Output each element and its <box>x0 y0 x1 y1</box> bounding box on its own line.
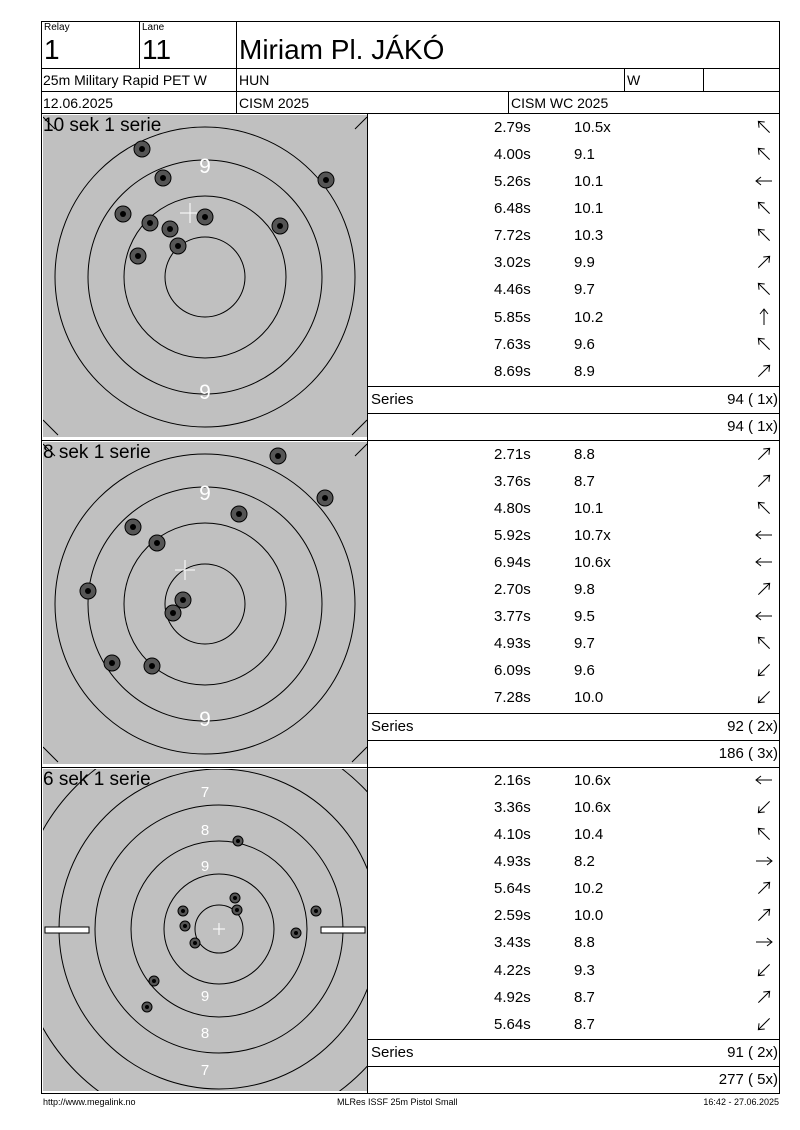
shot-score: 8.7 <box>574 1016 595 1033</box>
shot-time: 5.26s <box>494 173 531 190</box>
shot-row <box>369 195 779 222</box>
series-title: 10 sek 1 serie <box>43 115 162 136</box>
shot-time: 7.72s <box>494 227 531 244</box>
shot-score: 10.0 <box>574 907 604 924</box>
shot-row <box>369 902 779 929</box>
shot-row <box>369 875 779 902</box>
cumulative-total: 277 ( 5x) <box>718 1071 778 1088</box>
gender: W <box>627 72 641 88</box>
shot-row <box>369 767 779 794</box>
shot-hit <box>175 592 191 608</box>
shot-time: 3.02s <box>494 254 531 271</box>
direction-arrow-icon <box>753 445 775 463</box>
series-title: 8 sek 1 serie <box>43 442 151 463</box>
direction-arrow-icon <box>753 933 775 951</box>
shot-hit <box>272 218 288 234</box>
lane-value: 11 <box>142 34 172 65</box>
footer-timestamp: 16:42 - 27.06.2025 <box>703 1097 779 1107</box>
shot-score: 9.5 <box>574 608 595 625</box>
direction-arrow-icon <box>753 798 775 816</box>
shot-time: 6.94s <box>494 554 531 571</box>
direction-arrow-icon <box>753 172 775 190</box>
shot-score: 10.6x <box>574 554 611 571</box>
shot-row <box>369 630 779 657</box>
shot-time: 2.71s <box>494 446 531 463</box>
shot-time: 3.36s <box>494 799 531 816</box>
shot-hit <box>311 906 321 916</box>
direction-arrow-icon <box>753 634 775 652</box>
shot-time: 4.46s <box>494 281 531 298</box>
shot-hit <box>134 141 150 157</box>
event-name: 25m Military Rapid PET W <box>43 72 207 88</box>
shot-score: 9.8 <box>574 581 595 598</box>
shot-time: 2.59s <box>494 907 531 924</box>
shot-time: 4.22s <box>494 962 531 979</box>
shot-hit <box>232 905 242 915</box>
direction-arrow-icon <box>753 226 775 244</box>
shot-hit <box>231 506 247 522</box>
shot-row <box>369 249 779 276</box>
shot-score: 8.7 <box>574 989 595 1006</box>
shot-hit <box>317 490 333 506</box>
shot-hit <box>318 172 334 188</box>
direction-arrow-icon <box>753 879 775 897</box>
direction-arrow-icon <box>753 472 775 490</box>
series-total: 91 ( 2x) <box>727 1044 778 1061</box>
nation: HUN <box>239 72 270 88</box>
shot-score: 10.3 <box>574 227 604 244</box>
competition: CISM 2025 <box>239 95 310 111</box>
shot-score: 10.1 <box>574 500 604 517</box>
shot-time: 2.70s <box>494 581 531 598</box>
shot-time: 4.93s <box>494 853 531 870</box>
shot-hit <box>180 921 190 931</box>
shot-row <box>369 984 779 1011</box>
shot-score: 10.7x <box>574 527 611 544</box>
shot-time: 5.92s <box>494 527 531 544</box>
direction-arrow-icon <box>753 280 775 298</box>
direction-arrow-icon <box>753 771 775 789</box>
shot-hit <box>170 238 186 254</box>
ring-label: 8 <box>200 822 210 839</box>
series-total: 94 ( 1x) <box>727 391 778 408</box>
shot-time: 6.09s <box>494 662 531 679</box>
direction-arrow-icon <box>753 906 775 924</box>
shot-score: 9.9 <box>574 254 595 271</box>
shot-hit <box>142 215 158 231</box>
shot-hit <box>130 248 146 264</box>
shot-time: 6.48s <box>494 200 531 217</box>
shot-row <box>369 495 779 522</box>
championship: CISM WC 2025 <box>511 95 609 111</box>
shot-score: 9.7 <box>574 281 595 298</box>
series-label: Series <box>371 718 414 735</box>
target-image <box>43 442 367 764</box>
shot-hit <box>149 535 165 551</box>
relay-label: Relay <box>44 22 70 33</box>
ring-label: 9 <box>199 482 211 505</box>
shot-hit <box>155 170 171 186</box>
footer-url: http://www.megalink.no <box>43 1097 136 1107</box>
shot-row <box>369 1011 779 1038</box>
shot-hit <box>142 1002 152 1012</box>
shot-time: 5.64s <box>494 1016 531 1033</box>
shot-score: 10.6x <box>574 772 611 789</box>
shot-score: 10.5x <box>574 119 611 136</box>
shot-hit <box>233 836 243 846</box>
direction-arrow-icon <box>753 362 775 380</box>
shot-hit <box>115 206 131 222</box>
shot-hit <box>162 221 178 237</box>
direction-arrow-icon <box>753 661 775 679</box>
direction-arrow-icon <box>753 499 775 517</box>
shot-row <box>369 522 779 549</box>
shot-hit <box>270 448 286 464</box>
shot-time: 4.80s <box>494 500 531 517</box>
shot-row <box>369 929 779 956</box>
shot-time: 4.93s <box>494 635 531 652</box>
shot-hit <box>197 209 213 225</box>
shot-row <box>369 331 779 358</box>
series-title: 6 sek 1 serie <box>43 769 151 790</box>
shot-score: 10.4 <box>574 826 604 843</box>
shot-row <box>369 304 779 331</box>
shot-row <box>369 684 779 711</box>
shot-time: 8.69s <box>494 363 531 380</box>
ring-label: 9 <box>199 381 211 404</box>
athlete-name: Miriam Pl. JÁKÓ <box>239 34 445 65</box>
shot-score: 10.0 <box>574 689 604 706</box>
shot-hit <box>144 658 160 674</box>
shot-score: 8.8 <box>574 934 595 951</box>
shot-score: 10.2 <box>574 309 604 326</box>
shot-row <box>369 794 779 821</box>
shot-score: 9.7 <box>574 635 595 652</box>
shot-time: 7.28s <box>494 689 531 706</box>
shot-row <box>369 576 779 603</box>
shot-time: 3.76s <box>494 473 531 490</box>
shot-hit <box>104 655 120 671</box>
shot-score: 10.2 <box>574 880 604 897</box>
shot-row <box>369 957 779 984</box>
footer-software: MLRes ISSF 25m Pistol Small <box>337 1097 458 1107</box>
direction-arrow-icon <box>753 1015 775 1033</box>
direction-arrow-icon <box>753 580 775 598</box>
direction-arrow-icon <box>753 852 775 870</box>
shot-time: 2.16s <box>494 772 531 789</box>
shot-row <box>369 657 779 684</box>
ring-label: 7 <box>200 1062 210 1079</box>
shot-time: 4.92s <box>494 989 531 1006</box>
shot-row <box>369 441 779 468</box>
shot-hit <box>80 583 96 599</box>
direction-arrow-icon <box>753 308 775 326</box>
series-total: 92 ( 2x) <box>727 718 778 735</box>
direction-arrow-icon <box>753 553 775 571</box>
shot-score: 8.8 <box>574 446 595 463</box>
shot-row <box>369 168 779 195</box>
shot-hit <box>190 938 200 948</box>
direction-arrow-icon <box>753 961 775 979</box>
ring-label: 7 <box>200 784 210 801</box>
shot-time: 3.43s <box>494 934 531 951</box>
shot-time: 4.00s <box>494 146 531 163</box>
series-label: Series <box>371 391 414 408</box>
shot-score: 10.6x <box>574 799 611 816</box>
lane-label: Lane <box>142 22 165 33</box>
shot-hit <box>230 893 240 903</box>
direction-arrow-icon <box>753 607 775 625</box>
shot-row <box>369 603 779 630</box>
shot-hit <box>149 976 159 986</box>
shot-hit <box>291 928 301 938</box>
shot-row <box>369 468 779 495</box>
shot-row <box>369 141 779 168</box>
relay-value: 1 <box>44 34 60 65</box>
shot-hit <box>165 605 181 621</box>
cumulative-total: 186 ( 3x) <box>718 745 778 762</box>
direction-arrow-icon <box>753 118 775 136</box>
shot-score: 9.6 <box>574 336 595 353</box>
ring-label: 9 <box>199 708 211 731</box>
shot-row <box>369 821 779 848</box>
shot-score: 8.9 <box>574 363 595 380</box>
shot-row <box>369 358 779 385</box>
direction-arrow-icon <box>753 335 775 353</box>
direction-arrow-icon <box>753 988 775 1006</box>
shot-score: 8.2 <box>574 853 595 870</box>
target-image <box>43 115 367 437</box>
ring-label: 9 <box>200 988 210 1005</box>
direction-arrow-icon <box>753 199 775 217</box>
direction-arrow-icon <box>753 253 775 271</box>
shot-time: 4.10s <box>494 826 531 843</box>
shot-score: 9.6 <box>574 662 595 679</box>
target-image <box>43 769 367 1091</box>
shot-score: 8.7 <box>574 473 595 490</box>
ring-label: 9 <box>199 155 211 178</box>
series-label: Series <box>371 1044 414 1061</box>
direction-arrow-icon <box>753 526 775 544</box>
ring-label: 8 <box>200 1025 210 1042</box>
shot-row <box>369 848 779 875</box>
ring-label: 9 <box>200 858 210 875</box>
direction-arrow-icon <box>753 145 775 163</box>
cumulative-total: 94 ( 1x) <box>727 418 778 435</box>
shot-row <box>369 222 779 249</box>
shot-score: 10.1 <box>574 200 604 217</box>
direction-arrow-icon <box>753 825 775 843</box>
direction-arrow-icon <box>753 688 775 706</box>
shot-row <box>369 549 779 576</box>
shot-time: 5.64s <box>494 880 531 897</box>
shot-row <box>369 114 779 141</box>
shot-row <box>369 276 779 303</box>
date: 12.06.2025 <box>43 95 114 111</box>
shot-time: 3.77s <box>494 608 531 625</box>
shot-score: 9.1 <box>574 146 595 163</box>
shot-score: 9.3 <box>574 962 595 979</box>
shot-time: 2.79s <box>494 119 531 136</box>
shot-hit <box>178 906 188 916</box>
shot-time: 7.63s <box>494 336 531 353</box>
shot-time: 5.85s <box>494 309 531 326</box>
shot-score: 10.1 <box>574 173 604 190</box>
shot-hit <box>125 519 141 535</box>
